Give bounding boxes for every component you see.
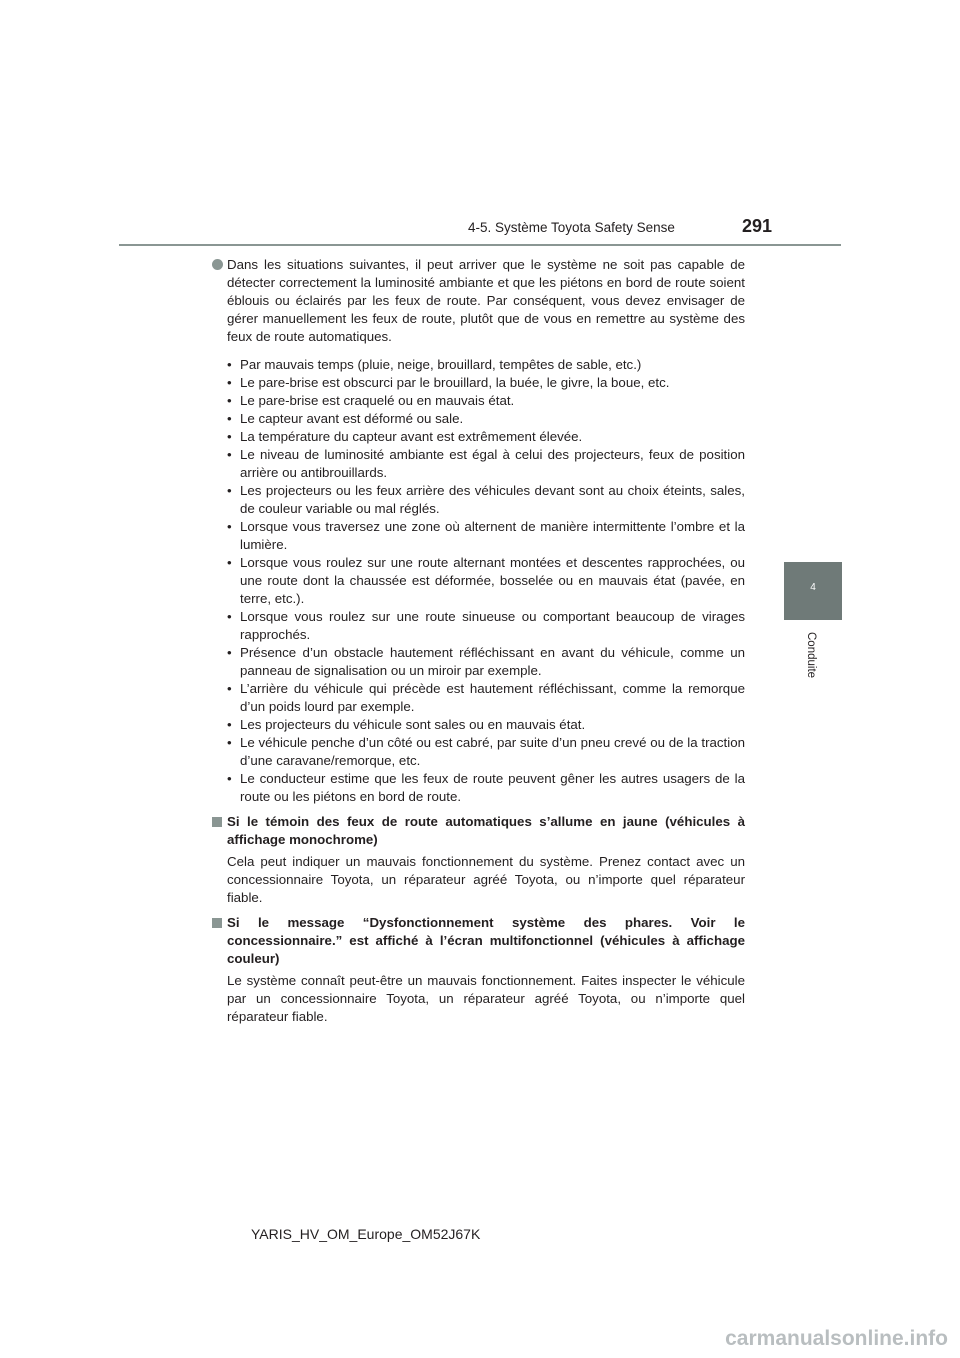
list-item (212, 392, 745, 410)
bullet-dot-icon: • (227, 393, 232, 408)
section2-title: Si le message “Dysfonctionnement système des phares. Voir le concessionnaire.” est affiché à l’écran multifonctionnel (véhicules à affichage couleur) (227, 915, 745, 966)
bullet-dot-icon: • (227, 429, 232, 444)
list-item (212, 716, 745, 734)
list-item (212, 446, 745, 482)
list-item-text: Le conducteur estime que les feux de route peuvent gêner les autres usagers de la route ou les piétons en bord de route. (240, 771, 745, 804)
section-malfunction-message (212, 914, 745, 1026)
header-divider (119, 244, 841, 246)
chapter-label: Conduite (805, 632, 817, 679)
section1-title: Si le témoin des feux de route automatiques s’allume en jaune (véhicules à affichage monochrome) (227, 814, 745, 847)
list-item-text: La température du capteur avant est extrêmement élevée. (240, 429, 583, 444)
list-item-text: Présence d’un obstacle hautement réfléchissant en avant du véhicule, comme un panneau de signalisation ou un miroir par exemple. (240, 645, 745, 678)
list-item (212, 518, 745, 554)
square-bullet-icon (212, 918, 222, 928)
bullet-dot-icon: • (227, 357, 232, 372)
section-amber-indicator (212, 813, 745, 907)
intro-paragraph (212, 256, 745, 346)
page-content (212, 256, 745, 1026)
bullet-dot-icon: • (227, 447, 232, 462)
list-item (212, 680, 745, 716)
section-title-message (212, 914, 745, 968)
list-item (212, 374, 745, 392)
bullet-dot-icon: • (227, 483, 232, 498)
list-item-text: Les projecteurs du véhicule sont sales ou en mauvais état. (240, 717, 586, 732)
list-item (212, 734, 745, 770)
bullet-dot-icon: • (227, 375, 232, 390)
section-title: 4-5. Système Toyota Safety Sense (468, 220, 675, 235)
list-item-text: Le pare-brise est obscurci par le brouillard, la buée, le givre, la boue, etc. (240, 375, 670, 390)
list-item (212, 770, 745, 806)
bullet-dot-icon: • (227, 411, 232, 426)
document-id: YARIS_HV_OM_Europe_OM52J67K (251, 1226, 481, 1242)
square-bullet-icon (212, 817, 222, 827)
bullet-dot-icon: • (227, 555, 232, 570)
list-item (212, 482, 745, 518)
bullet-dot-icon: • (227, 735, 232, 750)
list-item-text: Lorsque vous roulez sur une route sinueuse ou comportant beaucoup de virages rapprochés. (240, 609, 745, 642)
list-item (212, 608, 745, 644)
list-item-text: Le pare-brise est craquelé ou en mauvais état. (240, 393, 515, 408)
intro-text: Dans les situations suivantes, il peut arriver que le système ne soit pas capable de détecter correctement la luminosité ambiante et que les piétons en bord de route soient éblouis ou éclairés par les feux de route. Par conséquent, vous devez envisager de gérer manuellement les feux de route, plutôt que de vous en remettre au système des feux de route automatiques. (227, 257, 745, 344)
bullet-dot-icon: • (227, 609, 232, 624)
watermark: carmanualsonline.info (725, 1327, 948, 1350)
list-item-text: L’arrière du véhicule qui précède est hautement réfléchissant, comme la remorque d’un poids lourd par exemple. (240, 681, 745, 714)
section1-body: Cela peut indiquer un mauvais fonctionnement du système. Prenez contact avec un concessionnaire Toyota, un réparateur agréé Toyota, ou n’importe quel réparateur fiable. (227, 854, 745, 905)
list-item-text: Lorsque vous traversez une zone où alternent de manière intermittente l’ombre et la lumière. (240, 519, 745, 552)
section2-body: Le système connaît peut-être un mauvais fonctionnement. Faites inspecter le véhicule par un concessionnaire Toyota, un réparateur agréé Toyota, ou n’importe quel réparateur fiable. (227, 973, 745, 1024)
list-item-text: Lorsque vous roulez sur une route alternant montées et descentes rapprochées, ou une route dont la chaussée est déformée, bosselée ou en mauvais état (pavée, en terre, etc.). (240, 555, 745, 606)
section-title-amber (212, 813, 745, 849)
list-item-text: Le niveau de luminosité ambiante est égal à celui des projecteurs, feux de position arrière ou antibrouillards. (240, 447, 745, 480)
list-item (212, 356, 745, 374)
bullet-dot-icon: • (227, 717, 232, 732)
page-number: 291 (742, 216, 773, 236)
bullet-dot-icon: • (227, 519, 232, 534)
list-item (212, 410, 745, 428)
list-item-text: Le capteur avant est déformé ou sale. (240, 411, 464, 426)
circle-bullet-icon (212, 259, 223, 270)
bullet-dot-icon: • (227, 681, 232, 696)
bullet-dot-icon: • (227, 771, 232, 786)
list-item (212, 554, 745, 608)
list-item (212, 428, 745, 446)
list-item-text: Le véhicule penche d’un côté ou est cabré, par suite d’un pneu crevé ou de la traction d’une caravane/remorque, etc. (240, 735, 745, 768)
chapter-number: 4 (810, 582, 816, 593)
list-item-text: Les projecteurs ou les feux arrière des véhicules devant sont au choix éteints, sales, de couleur variable ou mal réglés. (240, 483, 745, 516)
condition-list (212, 356, 745, 806)
list-item-text: Par mauvais temps (pluie, neige, brouillard, tempêtes de sable, etc.) (240, 357, 642, 372)
list-item (212, 644, 745, 680)
bullet-dot-icon: • (227, 645, 232, 660)
chapter-tab (784, 562, 842, 620)
